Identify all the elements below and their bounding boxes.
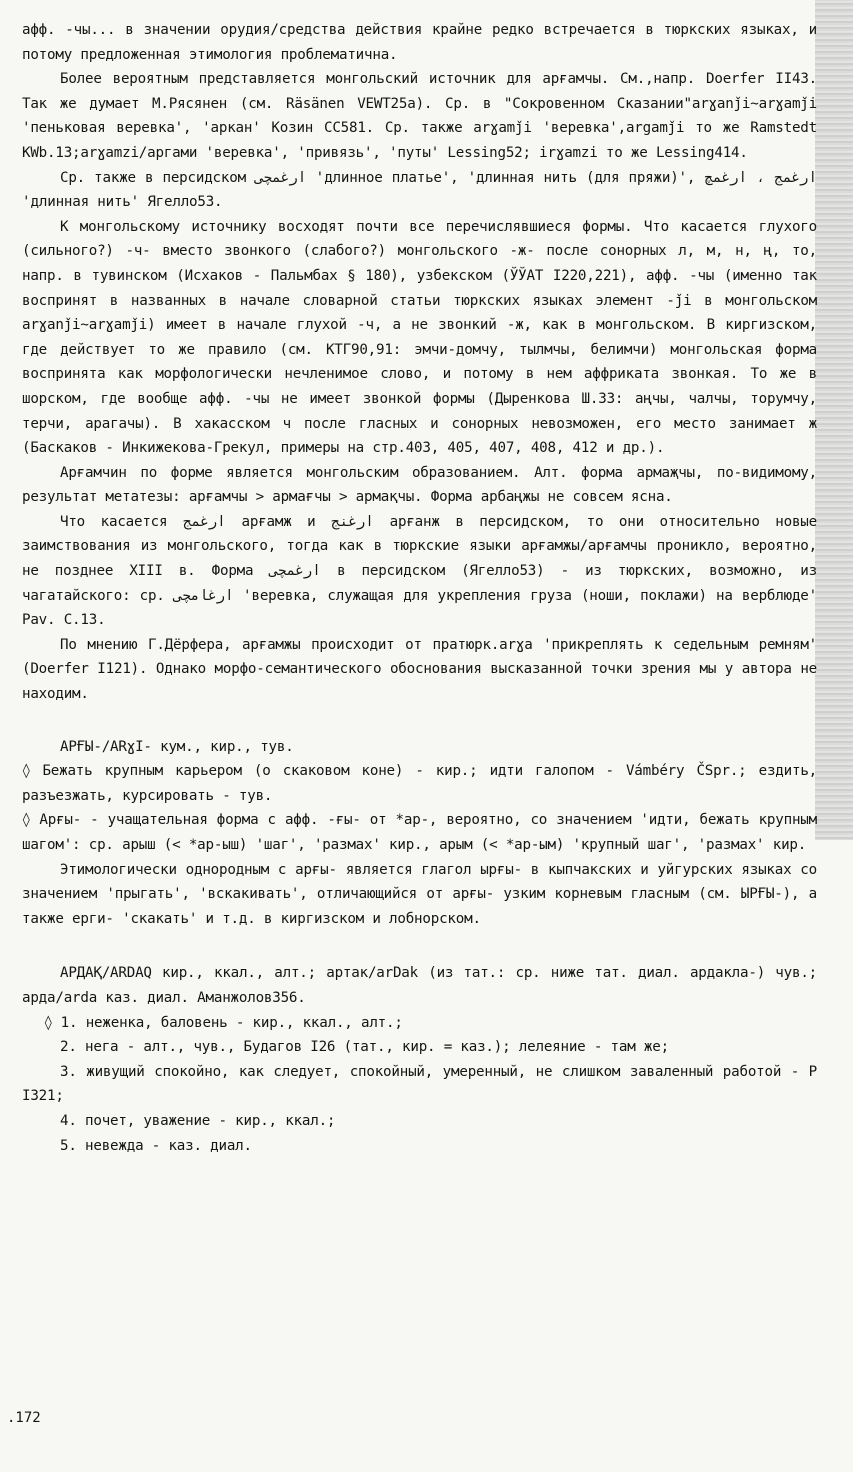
paragraph-3: Ср. также в персидском ارغمچی 'длинное платье', 'длинная нить (для пряжи)', ارغمج ، ارغمچ 'длинная нить' Ягелло53.: [22, 169, 817, 211]
entry-sense: ◊ Бежать крупным карьером (о скаковом коне) - кир.; идти галопом - Vámbéry ČSpr.; ездить, разъезжать, курсировать - тув.: [22, 763, 817, 804]
entry-sense: 3. живущий спокойно, как следует, спокойный, умеренный, не слишком заваленный работой - Р I321;: [22, 1063, 817, 1105]
paragraph-1: афф. -чы... в значении орудия/средства действия крайне редко встречается в тюркских языках, и потому предложенная этимология проблематична.: [22, 22, 817, 63]
entry-etymology: ◊ Арғы- - учащательная форма с афф. -ғы- от *ар-, вероятно, со значением 'идти, бежать крупным шагом': ср. арыш (< *ар-ыш) 'шаг', 'размах' кир., арым (< *ар-ым) 'крупный шаг', 'размах' кир.: [22, 812, 817, 853]
entry-sense: ◊ 1. неженка, баловень - кир., ккал., алт.;: [44, 1014, 403, 1031]
paragraph-5: Арғамчин по форме является монгольским образованием. Алт. форма армаҗчы, по-видимому, результат метатезы: арғамчы > армағчы > армақчы. Форма арбаңжы не совсем ясна.: [22, 464, 817, 506]
entry-headword: АРҒЫ-/ARɣI- кум., кир., тув.: [60, 738, 294, 755]
paragraph-4: К монгольскому источнику восходят почти все перечислявшиеся формы. Что касается глухого (сильного?) -ч- вместо звонкого (слабого?) монгольского -ж- после сонорных л, м, н, ң, то, напр. в тувинском (Исхаков - Пальмбах § 180), узбекском (ЎЎАТ I220,221), афф. -чы (именно так воспринят в названных в начале словарной статьи тюркских языках элемент -ǰi в монгольском arɣanǰi~arɣamǰi) имеет в начале глухой -ч, а не звонкий -ж, как в монгольском. В киргизском, где действует то же правило (см. КТГ90,91: эмчи-домчу, тылмчы, белимчи) монгольская форма воспринята как морфологически нечленимое слово, и потому в нем аффриката звонкая. То же в шорском, где вообще афф. -чы не имеет звонкой формы (Дыренкова Ш.33: аңчы, чалчы, торумчу, терчи, арагачы). В хакасском ч после гласных и сонорных невозможен, его место занимает ж (Баскаков - Инкижекова-Грекул, примеры на стр.403, 405, 407, 408, 412 и др.).: [22, 218, 817, 457]
entry-sense: 5. невежда - каз. диал.: [60, 1137, 252, 1154]
paragraph-2: Более вероятным представляется монгольский источник для арғамчы. См.,напр. Doerfer II43. Так же думает М.Рясянен (см. Räsänen VEWT25a). Ср. в "Сокровенном Сказании"arɣanǰi~arɣamǰi 'пеньковая веревка', 'аркан' Козин СС581. Ср. также arɣamǰi 'веревка',argamǰi то же Ramstedt KWb.13;arɣamzi/аргами 'веревка', 'привязь', 'путы' Lessing52; irɣamzi то же Lessing414.: [22, 71, 817, 161]
text-body: [22, 18, 817, 1158]
entry-headword: АРДАҚ/ARDAQ кир., ккал., алт.; артак/arDak (из тат.: ср. ниже тат. диал. ардакла-) чув.; арда/arda каз. диал. Аманжолов356.: [22, 965, 817, 1006]
scan-edge-shadow: [815, 0, 853, 840]
entry-spacer: [22, 931, 817, 961]
entry-etymology-note: Этимологически однородным с арғы- является глагол ырғы- в кыпчакских и уйгурских языках со значением 'прыгать', 'вскакивать', отличающийся от арғы- узким корневым гласным (см. ЫРҒЫ-), а также ерги- 'скакать' и т.д. в киргизском и лобнорском.: [22, 861, 817, 927]
entry-sense: 4. почет, уважение - кир., ккал.;: [60, 1112, 336, 1129]
entry-sense: 2. нега - алт., чув., Будагов I26 (тат., кир. = каз.); лелеяние - там же;: [60, 1039, 669, 1056]
entry-spacer: [22, 707, 817, 735]
paragraph-7: По мнению Г.Дёрфера, арғамжы происходит от пратюрк.arɣa 'прикреплять к седельным ремням' (Doerfer I121). Однако морфо-семантического обоснования высказанной точки зрения мы у автора не находим.: [22, 636, 817, 703]
paragraph-6: Что касается ارغمج арғамж и ارغنج арғанж в персидском, то они относительно новые заимствования из монгольского, тогда как в тюркские языки арғамжы/арғамчы проникло, вероятно, не позднее XIII в. Форма ارغمچی в персидском (Ягелло53) - из тюркских, возможно, из чагатайского: ср. ارغامچی 'веревка, служащая для укрепления груза (ноши, поклажи) на верблюде' Pav. C.13.: [22, 513, 817, 629]
page-number: .172: [7, 1410, 41, 1426]
